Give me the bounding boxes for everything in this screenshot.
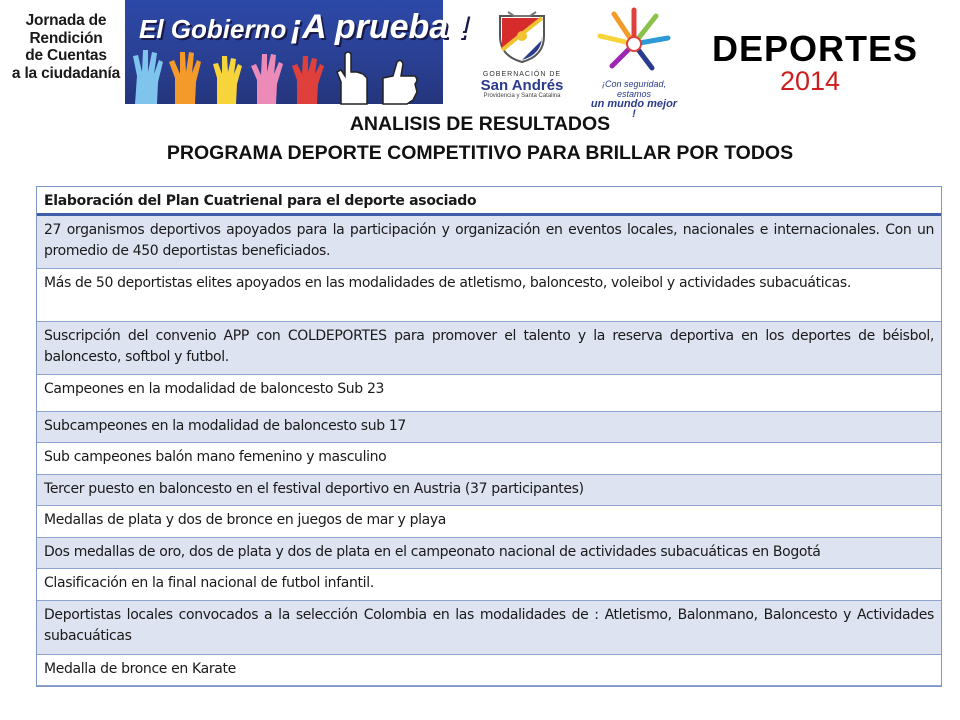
table-row: Dos medallas de oro, dos de plata y dos de plata en el campeonato nacional de actividades subacuáticas en Bogotá <box>37 538 941 569</box>
flower-slogan-line1: ¡Con seguridad, estamos <box>601 79 667 99</box>
crest-subtitle: Providencia y Santa Catalina <box>483 93 561 99</box>
shield-icon <box>494 10 550 64</box>
table-row: Medallas de plata y dos de bronce en juegos de mar y playa <box>37 506 941 538</box>
section-title: DEPORTES <box>712 28 919 69</box>
table-row: Suscripción del convenio APP con COLDEPORTES para promover el talento y la reserva deportiva en los deportes de béisbol, baloncesto, softbol y futbol. <box>37 322 941 375</box>
gobierno-a-prueba-banner <box>125 0 469 104</box>
con-seguridad-logo <box>588 8 680 120</box>
analysis-title: ANALISIS DE RESULTADOS <box>349 113 611 135</box>
colorful-star-icon <box>594 8 674 78</box>
table-row: Clasificación en la final nacional de futbol infantil. <box>37 569 941 601</box>
jornada-line: Jornada de <box>25 12 107 29</box>
banner-big-text: ¡A prueba ! <box>290 8 469 46</box>
section-year: 2014 <box>780 66 841 96</box>
table-header: Elaboración del Plan Cuatrienal para el deporte asociado <box>37 186 941 216</box>
program-title: PROGRAMA DEPORTE COMPETITIVO PARA BRILLAR POR TODOS <box>166 142 794 164</box>
table-row: Sub campeones balón mano femenino y masculino <box>37 443 941 475</box>
table-row: Medalla de bronce en Karate <box>37 655 941 686</box>
jornada-logo-text <box>10 12 122 82</box>
table-row: Deportistas locales convocados a la selección Colombia en las modalidades de : Atletismo, Balonmano, Baloncesto y Actividades subacuáticas <box>37 601 941 655</box>
jornada-line: Rendición <box>29 29 103 47</box>
gobernacion-crest-logo <box>480 10 564 106</box>
jornada-line: de Cuentas <box>25 47 107 64</box>
table-row: Más de 50 deportistas elites apoyados en las modalidades de atletismo, baloncesto, voleibol y actividades subacuáticas. <box>37 269 941 322</box>
results-table <box>36 186 942 687</box>
banner-small-text: El Gobierno <box>139 14 287 44</box>
raised-hands-icon <box>125 42 443 104</box>
table-row: Campeones en la modalidad de baloncesto Sub 23 <box>37 375 941 412</box>
table-row: Tercer puesto en baloncesto en el festival deportivo en Austria (37 participantes) <box>37 475 941 506</box>
crest-name: San Andrés <box>480 77 564 94</box>
table-row: 27 organismos deportivos apoyados para la participación y organización en eventos locales, nacionales e internacionales. Con un promedio de 450 deportistas beneficiados. <box>37 216 941 269</box>
crest-top-label: GOBERNACIÓN DE <box>482 71 562 78</box>
jornada-line: a la ciudadanía <box>11 64 121 82</box>
flower-slogan-line2: un mundo mejor ! <box>590 98 678 120</box>
table-row: Subcampeones en la modalidad de baloncesto sub 17 <box>37 412 941 443</box>
